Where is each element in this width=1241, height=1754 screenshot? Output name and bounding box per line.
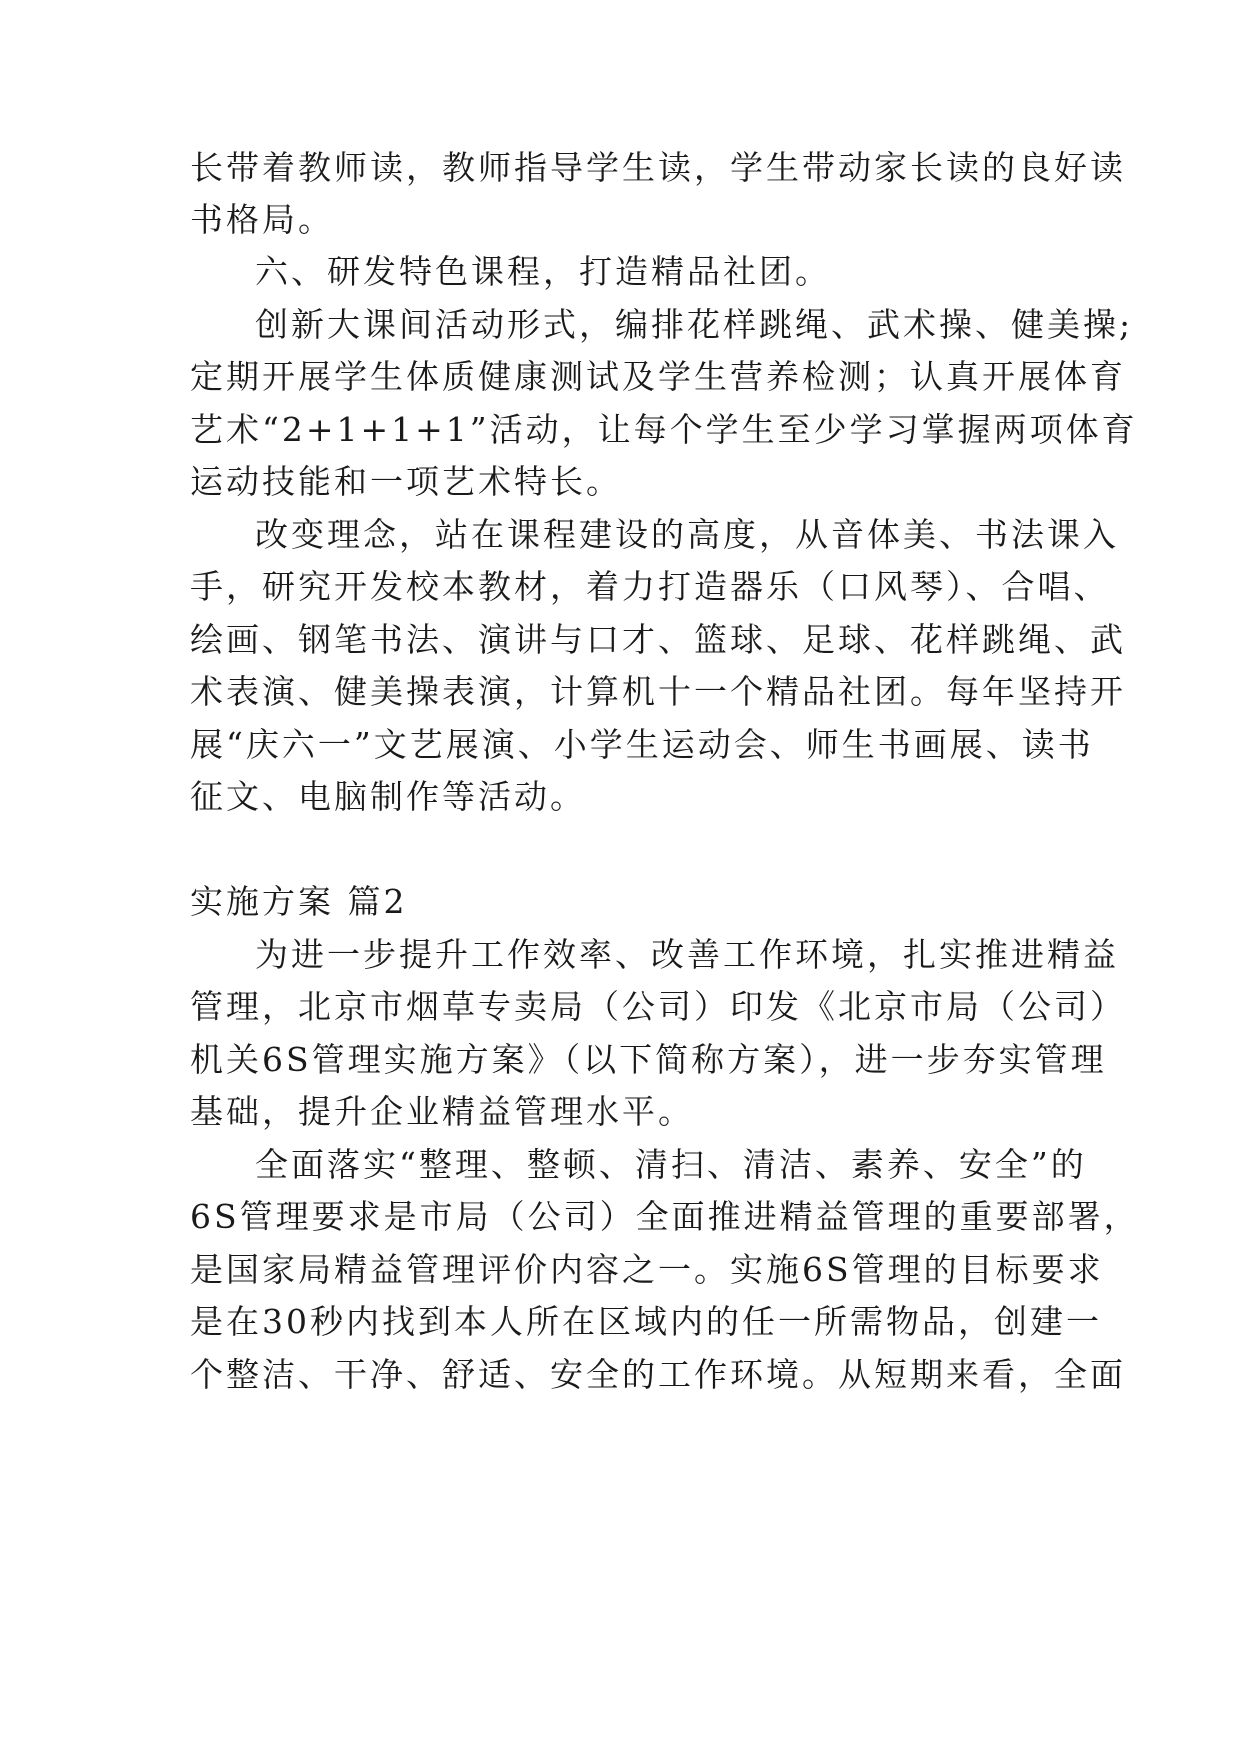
paragraph-line: 全面落实“整理、整顿、清扫、清洁、素养、安全”的 (255, 1145, 1087, 1184)
paragraph-line: 为进一步提升工作效率、改善工作环境，扎实推进精益 (255, 935, 1119, 974)
paragraph-line: 展“庆六一”文艺展演、小学生运动会、师生书画展、读书 (190, 725, 1094, 764)
paragraph-line: 基础，提升企业精益管理水平。 (190, 1092, 694, 1131)
paragraph-line: 是在30秒内找到本人所在区域内的任一所需物品，创建一 (190, 1302, 1102, 1341)
section-title: 实施方案 篇2 (190, 882, 408, 921)
paragraph-line: 6S管理要求是市局（公司）全面推进精益管理的重要部署， (190, 1197, 1140, 1236)
paragraph-line: 改变理念，站在课程建设的高度，从音体美、书法课入 (255, 515, 1119, 554)
paragraph-line: 征文、电脑制作等活动。 (190, 777, 586, 816)
paragraph-line: 管理，北京市烟草专卖局（公司）印发《北京市局（公司） (190, 987, 1126, 1026)
paragraph-line: 个整洁、干净、舒适、安全的工作环境。从短期来看，全面 (190, 1355, 1126, 1394)
paragraph-line: 书格局。 (190, 200, 334, 239)
paragraph-line: 运动技能和一项艺术特长。 (190, 462, 622, 501)
section-heading: 六、研发特色课程，打造精品社团。 (255, 252, 831, 291)
paragraph-line: 手，研究开发校本教材，着力打造器乐（口风琴）、合唱、 (190, 567, 1110, 606)
paragraph-line: 机关6S管理实施方案》（以下简称方案），进一步夯实管理 (190, 1040, 1107, 1079)
paragraph-line: 长带着教师读，教师指导学生读，学生带动家长读的良好读 (190, 148, 1126, 187)
paragraph-line: 艺术“2+1+1+1”活动，让每个学生至少学习掌握两项体育 (190, 410, 1138, 449)
paragraph-line: 绘画、钢笔书法、演讲与口才、篮球、足球、花样跳绳、武 (190, 620, 1126, 659)
paragraph-line: 是国家局精益管理评价内容之一。实施6S管理的目标要求 (190, 1250, 1104, 1289)
paragraph-line: 定期开展学生体质健康测试及学生营养检测；认真开展体育 (190, 357, 1126, 396)
paragraph-line: 术表演、健美操表演，计算机十一个精品社团。每年坚持开 (190, 672, 1126, 711)
paragraph-line: 创新大课间活动形式，编排花样跳绳、武术操、健美操; (255, 305, 1134, 344)
